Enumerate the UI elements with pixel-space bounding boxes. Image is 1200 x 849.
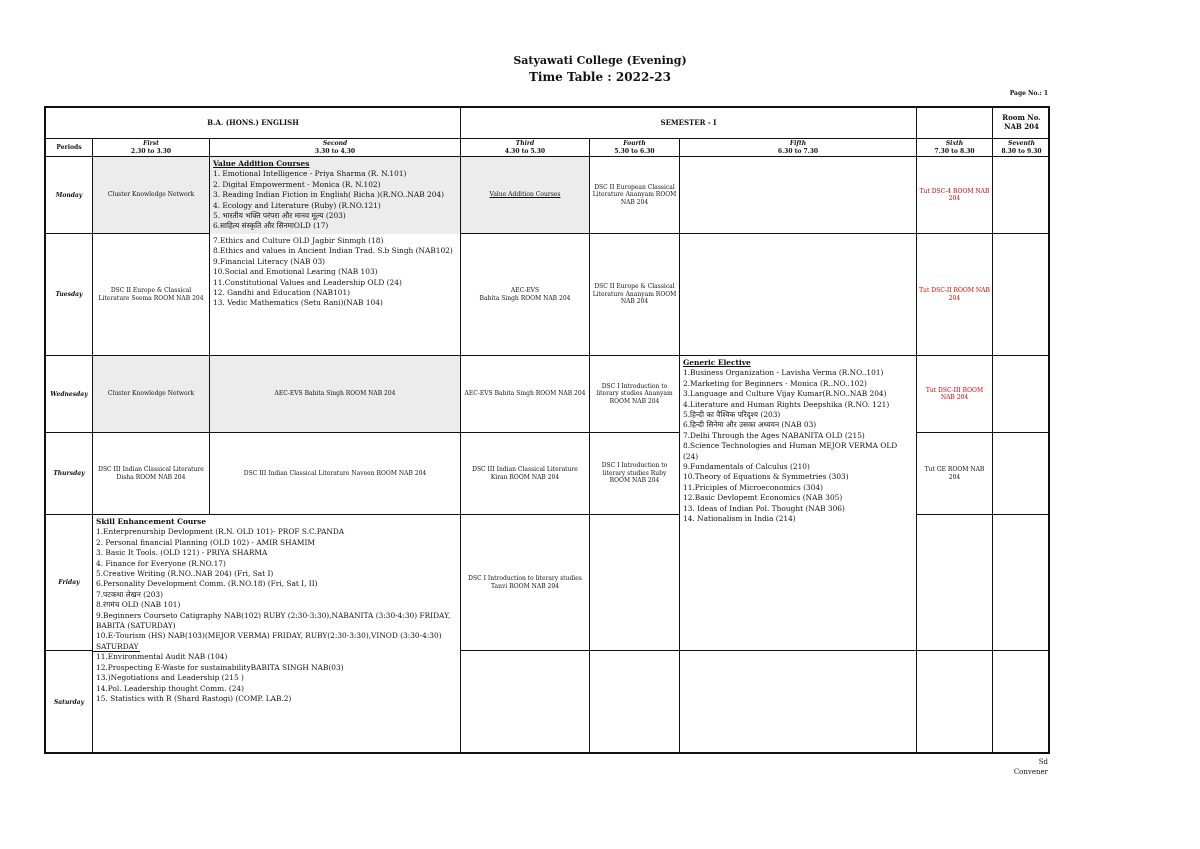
value-addition-heading: Value Addition Courses	[213, 159, 310, 168]
mon-period3-cell: Value Addition Courses	[461, 157, 590, 234]
day-monday: Monday	[46, 157, 93, 234]
skill-enhancement-item: 6.Personality Development Comm. (R.NO.18) (Fri, Sat I, II)	[96, 579, 318, 589]
skill-enhancement-item: 5.Creative Writing (R.NO..NAB 204) (Fri, Sat I)	[96, 569, 274, 579]
fri-period6-cell	[917, 515, 993, 651]
timetable-title: Time Table : 2022-23	[528, 70, 671, 84]
wed-period2-cell: AEC-EVS Babita Singh ROOM NAB 204	[210, 356, 461, 433]
value-addition-list	[210, 157, 461, 234]
generic-elective-item: 3.Language and Culture Vijay Kumar(R.NO..NAB 204)	[683, 389, 887, 399]
wed-period7-cell	[993, 356, 1050, 433]
value-addition-item: 8.Ethics and values in Ancient Indian Trad. S.b Singh (NAB102)	[213, 246, 453, 256]
tue-period5-cell	[680, 234, 917, 356]
mon-period7-cell	[993, 157, 1050, 234]
wed-period3-cell: AEC-EVS Babita Singh ROOM NAB 204	[461, 356, 590, 433]
thu-period4-cell: DSC I Introduction to literary studies Ruby ROOM NAB 204	[590, 433, 680, 515]
day-thursday: Thursday	[46, 433, 93, 515]
fri-sat-divider	[93, 651, 140, 652]
semester-heading: SEMESTER - I	[461, 108, 917, 139]
thu-period7-cell	[993, 433, 1050, 515]
generic-elective-item: 13. Ideas of Indian Pol. Thought (NAB 306)	[683, 503, 845, 513]
skill-enhancement-item: 15. Statistics with R (Shard Rastogi) (COMP. LAB.2)	[96, 693, 292, 703]
room-heading	[993, 108, 1050, 139]
skill-enhancement-heading: Skill Enhancement Course	[96, 517, 207, 526]
generic-elective-item: 8.Science Technologies and Human MEJOR VERMA OLD (24)	[683, 441, 898, 461]
fri-period3-cell: DSC I Introduction to literary studies Tanvi ROOM NAB 204	[461, 515, 590, 651]
generic-elective-item: 10.Theory of Equations & Symmetries (303)	[683, 472, 849, 482]
period-header-third: Third 4.30 to 5.30	[461, 139, 590, 157]
thu-period6-cell: Tut GE ROOM NAB 204	[917, 433, 993, 515]
period-header-sixth: Sixth 7.30 to 8.30	[917, 139, 993, 157]
value-addition-item: 12. Gandhi and Education (NAB101)	[213, 288, 351, 298]
value-addition-item: 11.Constitutional Values and Leadership OLD (24)	[213, 277, 402, 287]
wed-period4-cell: DSC I Introduction to literary studies Ananyam ROOM NAB 204	[590, 356, 680, 433]
generic-elective-item: 2.Marketing for Beginners - Monica (R..NO..102)	[683, 378, 867, 388]
day-saturday: Saturday	[46, 651, 93, 754]
skill-enhancement-item: 9.Beginners Courseto Catigraphy NAB(102) RUBY (2:30-3:30),NABANITA (3:30-4:30) FRIDAY, BABITA (SATURDAY)	[96, 610, 451, 631]
tue-period6-cell: Tut DSC-II ROOM NAB 204	[917, 234, 993, 356]
day-tuesday: Tuesday	[46, 234, 93, 356]
skill-enhancement-item: 4. Finance for Everyone (R.NO.17)	[96, 558, 226, 568]
skill-enhancement-item: 12.Prospecting E-Waste for sustainabilityBABITA SINGH NAB(03)	[96, 662, 344, 672]
blank-heading-cell	[917, 108, 993, 139]
signatory-role: Convener	[1013, 768, 1048, 776]
generic-elective-item: 14. Nationalism in India (214)	[683, 514, 796, 524]
period-header-fourth: Fourth 5.30 to 6.30	[590, 139, 680, 157]
wed-period6-cell: Tut DSC-III ROOM NAB 204	[917, 356, 993, 433]
generic-elective-item: 11.Priciples of Microeconomics (304)	[683, 482, 824, 492]
generic-elective-item: 7.Delhi Through the Ages NABANITA OLD (215)	[683, 430, 865, 440]
mon-period5-cell	[680, 157, 917, 234]
wed-period1-cell: Cluster Knowledge Network	[93, 356, 210, 433]
generic-elective-item: 5.हिन्दी का वैश्विक परिदृश्य (203)	[683, 410, 781, 420]
thu-period1-cell: DSC III Indian Classical Literature Disha ROOM NAB 204	[93, 433, 210, 515]
skill-enhancement-item: 1.Enterprenurship Devlopment (R.N. OLD 101)- PROF S.C.PANDA	[96, 527, 345, 537]
tue-period3-line2: Babita Singh ROOM NAB 204	[479, 294, 571, 302]
mon-period4-cell: DSC II European Classical Literature Ananyam ROOM NAB 204	[590, 157, 680, 234]
value-addition-list-continued	[210, 234, 461, 356]
thu-period2-cell: DSC III Indian Classical Literature Naveen ROOM NAB 204	[210, 433, 461, 515]
generic-elective-item: 9.Fundamentals of Calculus (210)	[683, 462, 810, 472]
sat-period6-cell	[917, 651, 993, 754]
period-header-first: First 2.30 to 3.30	[93, 139, 210, 157]
sat-period7-cell	[993, 651, 1050, 754]
period-header-fifth: Fifth 6.30 to 7.30	[680, 139, 917, 157]
mon-period1-cell: Cluster Knowledge Network	[93, 157, 210, 234]
room-value: NAB 204	[1004, 122, 1039, 131]
value-addition-item: 13. Vedic Mathematics (Setu Rani)(NAB 104)	[213, 298, 383, 308]
skill-enhancement-list	[93, 515, 461, 754]
timetable-grid	[44, 106, 1050, 754]
periods-label: Periods	[46, 139, 93, 157]
value-addition-item: 1. Emotional Intelligence - Priya Sharma (R. N.101)	[213, 169, 407, 179]
value-addition-item: 9.Financial Literacy (NAB 03)	[213, 256, 326, 266]
value-addition-item: 10.Social and Emotional Learing (NAB 103)	[213, 267, 378, 277]
room-label: Room No.	[1002, 113, 1041, 123]
tue-period7-cell	[993, 234, 1050, 356]
skill-enhancement-item: 3. Basic It Tools. (OLD 121) - PRIYA SHARMA	[96, 548, 268, 558]
mon-period6-cell: Tut DSC-4 ROOM NAB 204	[917, 157, 993, 234]
value-addition-item: 3. Reading Indian Fiction in English( Richa )(R.NO..NAB 204)	[213, 190, 444, 200]
course-heading: B.A. (HONS.) ENGLISH	[46, 108, 461, 139]
generic-elective-item: 6.हिन्दी सिनेमा और उसका अध्ययन (NAB 03)	[683, 420, 817, 430]
skill-enhancement-item: 2. Personal financial Planning (OLD 102) - AMIR SHAMIM	[96, 537, 315, 547]
skill-enhancement-item: 8.रंगमंच OLD (NAB 101)	[96, 600, 181, 610]
value-addition-item: 4. Ecology and Literature (Ruby) (R.NO.121)	[213, 200, 381, 210]
skill-enhancement-item: 14.Pol. Leadership thought Comm. (24)	[96, 683, 245, 693]
page-number: Page No.: 1	[1009, 90, 1048, 97]
skill-enhancement-item: 13.)Negotiations and Leadership (215 )	[96, 673, 244, 683]
skill-enhancement-item: 7.पटकथा लेखन (203)	[96, 589, 164, 599]
generic-elective-item: 12.Basic Devlopemt Economics (NAB 305)	[683, 493, 843, 503]
generic-elective-heading: Generic Elective	[683, 358, 751, 367]
value-addition-item: 5. भारतीय भक्ति परंपरा और मानव मूल्य (203)	[213, 211, 346, 221]
tue-period4-cell: DSC II Europe & Classical Literature Ananyam ROOM NAB 204	[590, 234, 680, 356]
signature: Sd	[1038, 758, 1048, 766]
value-addition-item: 7.Ethics and Culture OLD Jagbir Sinmgh (18)	[213, 236, 384, 245]
tue-period1-cell: DSC II Europe & Classical Literature Seema ROOM NAB 204	[93, 234, 210, 356]
skill-enhancement-item: 10.E-Tourism (HS) NAB(103)(MEJOR VERMA) FRIDAY, RUBY(2:30-3:30),VINOD (3:30-4:30) SATURDAY	[96, 631, 442, 651]
fri-period4-cell	[590, 515, 680, 651]
sat-period5-cell	[680, 651, 917, 754]
tue-period3-cell	[461, 234, 590, 356]
fri-period7-cell	[993, 515, 1050, 651]
day-friday: Friday	[46, 515, 93, 651]
period-header-seventh: Seventh 8.30 to 9.30	[993, 139, 1050, 157]
thu-period3-cell: DSC III Indian Classical Literature Kiran ROOM NAB 204	[461, 433, 590, 515]
tue-period3-line1: AEC-EVS	[510, 287, 540, 294]
generic-elective-list	[680, 356, 917, 651]
value-addition-item: 6.साहित्य संस्कृति और सिनमाOLD (17)	[213, 221, 329, 231]
period-header-second: Second 3.30 to 4.30	[210, 139, 461, 157]
sat-period3-cell	[461, 651, 590, 754]
day-wednesday: Wednesday	[46, 356, 93, 433]
generic-elective-item: 1.Business Organization - Lavisha Verma (R.NO..101)	[683, 368, 884, 378]
college-name: Satyawati College (Evening)	[513, 54, 687, 67]
value-addition-item: 2. Digital Empowerment - Monica (R. N.102)	[213, 179, 381, 189]
sat-period4-cell	[590, 651, 680, 754]
generic-elective-item: 4.Literature and Human Rights Deepshika (R.NO. 121)	[683, 399, 890, 409]
skill-enhancement-item: 11.Environmental Audit NAB (104)	[96, 652, 228, 662]
